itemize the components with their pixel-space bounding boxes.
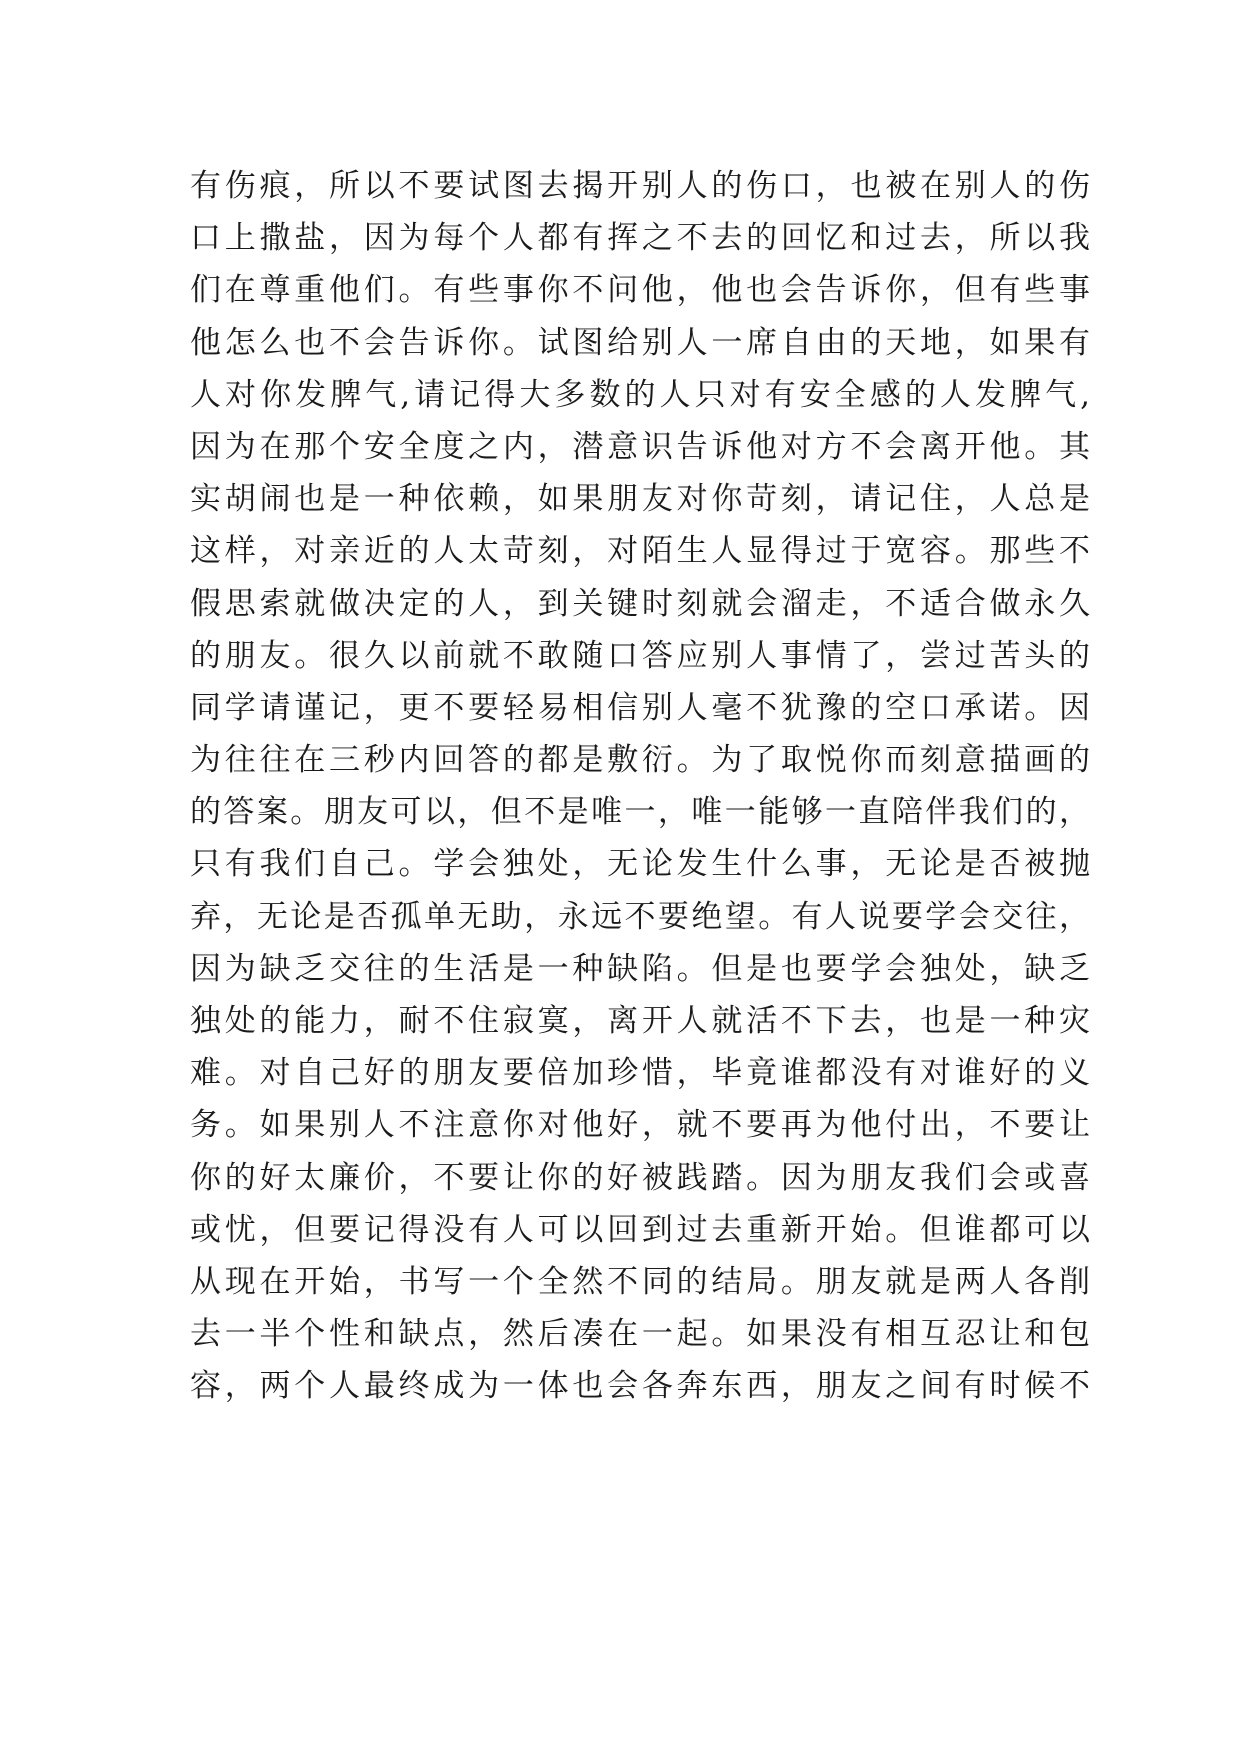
text-line: 因为缺乏交往的生活是一种缺陷。但是也要学会独处，缺乏 <box>190 950 1090 987</box>
text-line: 去一半个性和缺点，然后凑在一起。如果没有相互忍让和包 <box>190 1316 1090 1353</box>
text-line: 从现在开始，书写一个全然不同的结局。朋友就是两人各削 <box>190 1263 1090 1300</box>
text-line: 只有我们自己。学会独处，无论发生什么事，无论是否被抛 <box>190 846 1090 883</box>
text-line: 这样，对亲近的人太苛刻，对陌生人显得过于宽容。那些不 <box>190 533 1090 570</box>
body-text <box>190 160 1090 1413</box>
text-line: 的答案。朋友可以，但不是唯一，唯一能够一直陪伴我们的， <box>190 794 1090 831</box>
text-line: 人对你发脾气,请记得大多数的人只对有安全感的人发脾气, <box>190 376 1090 413</box>
text-line: 们在尊重他们。有些事你不问他，他也会告诉你，但有些事 <box>190 272 1090 309</box>
text-line: 为往往在三秒内回答的都是敷衍。为了取悦你而刻意描画的 <box>190 742 1090 779</box>
text-line: 难。对自己好的朋友要倍加珍惜，毕竟谁都没有对谁好的义 <box>190 1055 1090 1092</box>
text-line: 同学请谨记，更不要轻易相信别人毫不犹豫的空口承诺。因 <box>190 689 1090 726</box>
text-line: 或忧，但要记得没有人可以回到过去重新开始。但谁都可以 <box>190 1211 1090 1248</box>
text-line: 因为在那个安全度之内，潜意识告诉他对方不会离开他。其 <box>190 428 1090 465</box>
text-line: 独处的能力，耐不住寂寞，离开人就活不下去，也是一种灾 <box>190 1003 1090 1039</box>
text-line: 实胡闹也是一种依赖，如果朋友对你苛刻，请记住，人总是 <box>190 481 1090 518</box>
text-line: 弃，无论是否孤单无助，永远不要绝望。有人说要学会交往， <box>190 898 1090 935</box>
text-line: 你的好太廉价，不要让你的好被践踏。因为朋友我们会或喜 <box>190 1159 1090 1196</box>
text-line: 口上撒盐，因为每个人都有挥之不去的回忆和过去，所以我 <box>190 220 1090 257</box>
text-line: 的朋友。很久以前就不敢随口答应别人事情了，尝过苦头的 <box>190 637 1090 674</box>
text-line: 假思索就做决定的人，到关键时刻就会溜走，不适合做永久 <box>190 585 1090 622</box>
text-line: 有伤痕，所以不要试图去揭开别人的伤口，也被在别人的伤 <box>190 168 1090 204</box>
text-line: 容，两个人最终成为一体也会各奔东西，朋友之间有时候不 <box>190 1368 1090 1405</box>
text-line: 他怎么也不会告诉你。试图给别人一席自由的天地，如果有 <box>190 324 1090 361</box>
text-line: 务。如果别人不注意你对他好，就不要再为他付出，不要让 <box>190 1107 1090 1144</box>
